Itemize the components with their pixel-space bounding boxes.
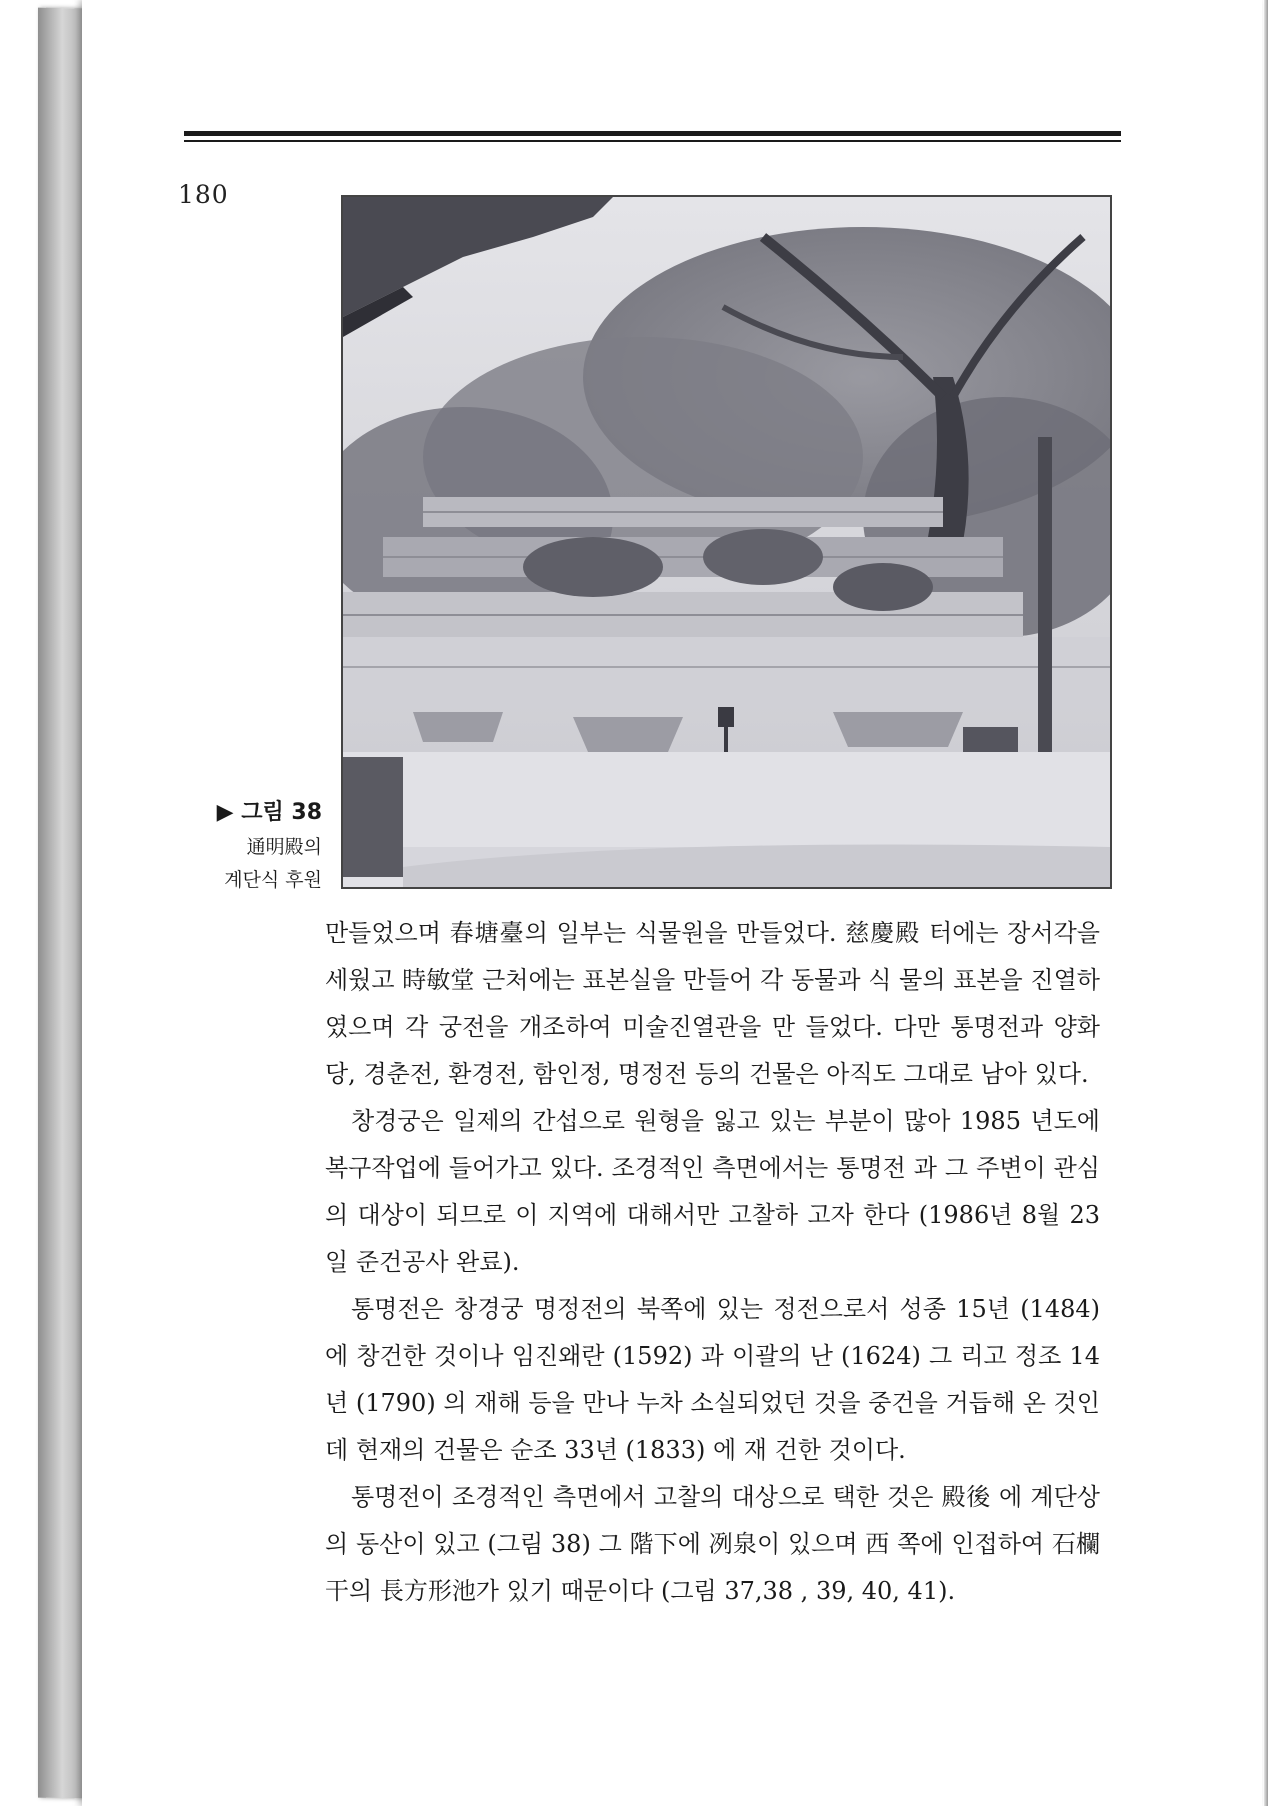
- text-line: (1484) 에 창건한 것이나 임진왜란 (1592) 과 이괄의 난 (1624) 그: [325, 1295, 1100, 1370]
- figure-label: [217, 795, 322, 826]
- caption-line-1: 通明殿의: [246, 836, 322, 858]
- body-text: [325, 910, 1100, 1615]
- text-line: 쪽에 인접하여 石欄干의 長方形池가 있기 때문이다 (그림 37,38 ,: [325, 1530, 1100, 1605]
- paragraph: [325, 1474, 1100, 1615]
- figure-photo: [341, 195, 1112, 889]
- caption-line-2: 계단식 후원: [224, 869, 322, 891]
- text-line: 고자 한다 (1986년 8월 23일 준건공사 완료).: [325, 1201, 1100, 1276]
- text-line: 39, 40, 41).: [815, 1577, 956, 1605]
- header-rule-thick: [184, 131, 1121, 136]
- text-line: 통명전이 조경적인 측면에서 고찰의 대상으로 택한 것은 殿後: [351, 1483, 991, 1511]
- page-number: 180: [178, 180, 229, 209]
- text-line: 과 그 주변이 관심의 대상이 되므로 이 지역에 대해서만 고찰하: [325, 1154, 1100, 1229]
- text-line: 에 계단상의 동산이 있고 (그림 38) 그 階下에 冽泉이 있으며 西: [325, 1483, 1100, 1558]
- text-line: 들었다. 다만 통명전과 양화당, 경춘전, 환경전, 함인정, 명정전: [325, 1013, 1100, 1088]
- text-line: 장서각을 세웠고 時敏堂 근처에는 표본실을 만들어 각 동물과 식: [325, 919, 1100, 994]
- text-line: 창경궁은 일제의 간섭으로 원형을 잃고 있는 부분이 많아 1985: [351, 1107, 1021, 1135]
- text-line: 리고 정조 14년 (1790) 의 재해 등을 만나 누차 소실되었던 것을: [325, 1342, 1100, 1417]
- figure-caption: [217, 795, 322, 892]
- book-spine: [38, 8, 82, 1799]
- paragraph: [325, 1098, 1100, 1286]
- text-line: 년도에 복구작업에 들어가고 있다. 조경적인 측면에서는 통명전: [325, 1107, 1100, 1182]
- header-rule-thin: [184, 140, 1121, 142]
- text-line: 등의 건물은 아직도 그대로 남아 있다.: [695, 1060, 1089, 1088]
- text-line: 물의 표본을 진열하였으며 각 궁전을 개조하여 미술진열관을 만: [325, 966, 1100, 1041]
- triangle-marker-icon: ▶: [216, 800, 234, 825]
- paragraph: [325, 1286, 1100, 1474]
- text-line: 만들었으며 春塘臺의 일부는 식물원을 만들었다. 慈慶殿 터에는: [325, 919, 999, 947]
- text-line: 중건을 거듭해 온 것인데 현재의 건물은 순조 33년 (1833) 에 재: [325, 1389, 1100, 1464]
- page-edge: [1264, 0, 1268, 1806]
- paragraph: [325, 910, 1100, 1098]
- text-line: 통명전은 창경궁 명정전의 북쪽에 있는 정전으로서 성종 15년: [351, 1295, 1010, 1323]
- figure-label-text: 그림 38: [241, 800, 322, 825]
- text-line: 건한 것이다.: [774, 1436, 906, 1464]
